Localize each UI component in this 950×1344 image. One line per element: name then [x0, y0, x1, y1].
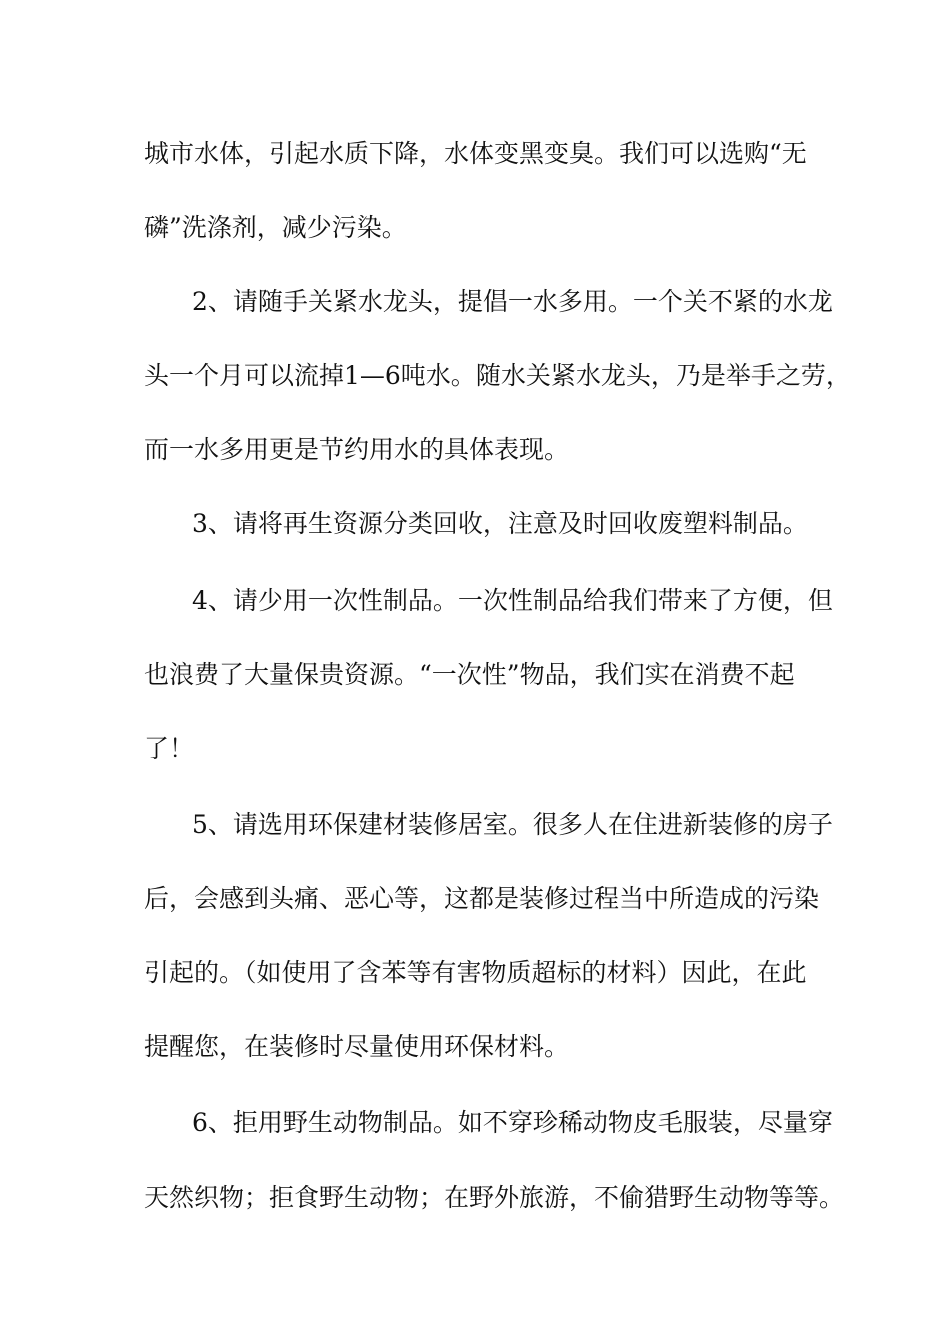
paragraph-3-start: 3、请将再生资源分类回收，注意及时回收废塑料制品。: [192, 509, 808, 538]
text-line: 城市水体，引起水质下降，水体变黑变臭。我们可以选购“无: [144, 139, 807, 168]
text-line: 头一个月可以流掉1—6吨水。随水关紧水龙头，乃是举手之劳，: [144, 361, 851, 390]
text-line: 而一水多用更是节约用水的具体表现。: [144, 435, 570, 464]
text-line: 提醒您，在装修时尽量使用环保材料。: [144, 1032, 570, 1061]
paragraph-6-start: 6、拒用野生动物制品。如不穿珍稀动物皮毛服装，尽量穿: [192, 1108, 833, 1137]
paragraph-4-start: 4、请少用一次性制品。一次性制品给我们带来了方便，但: [192, 586, 833, 615]
text-line: 后，会感到头痛、恶心等，这都是装修过程当中所造成的污染: [144, 884, 820, 913]
text-line: 天然织物；拒食野生动物；在野外旅游，不偷猎野生动物等等。: [144, 1183, 845, 1212]
text-line: 引起的。（如使用了含苯等有害物质超标的材料）因此，在此: [144, 958, 807, 987]
text-line: 也浪费了大量保贵资源。“一次性”物品，我们实在消费不起: [144, 660, 795, 689]
paragraph-5-start: 5、请选用环保建材装修居室。很多人在住进新装修的房子: [192, 810, 833, 839]
paragraph-2-start: 2、请随手关紧水龙头，提倡一水多用。一个关不紧的水龙: [192, 287, 833, 316]
text-line: 磷”洗涤剂，减少污染。: [144, 213, 407, 242]
text-line: 了！: [144, 734, 195, 763]
